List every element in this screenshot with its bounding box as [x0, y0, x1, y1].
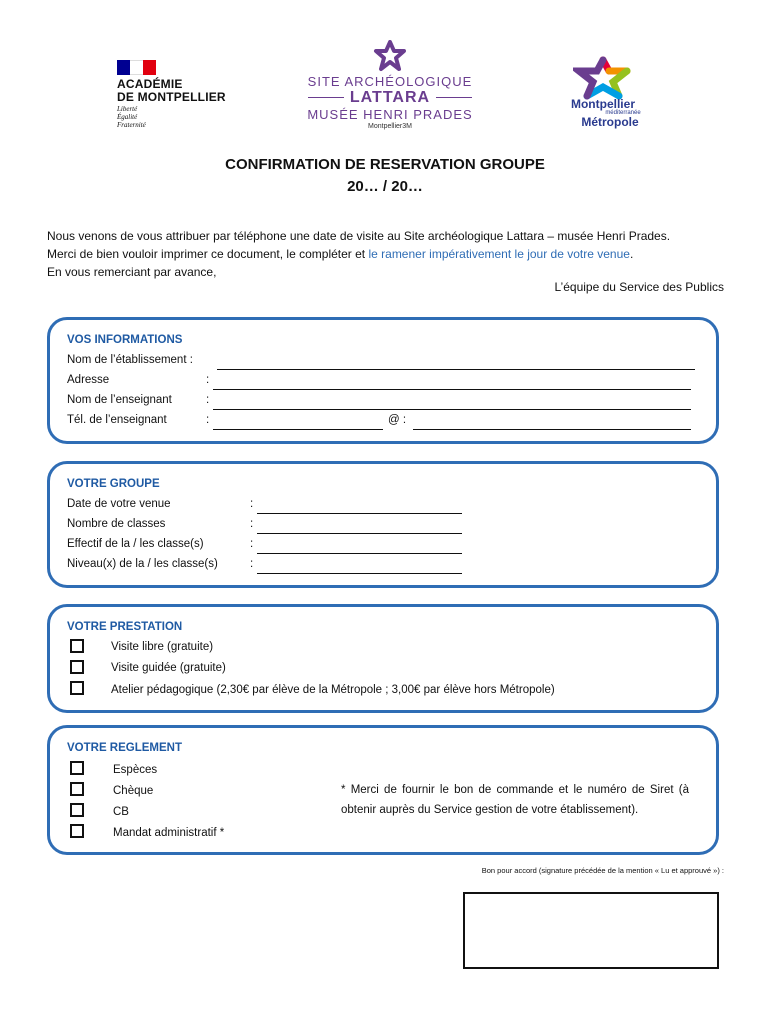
- colon: :: [206, 394, 210, 406]
- section-title-prestation: VOTRE PRESTATION: [67, 621, 183, 633]
- title-line1: CONFIRMATION DE RESERVATION GROUPE: [225, 156, 545, 173]
- field-label: Nom de l’enseignant: [67, 394, 172, 406]
- email-at-label: @ :: [388, 414, 407, 426]
- niveau-line[interactable]: [257, 573, 462, 574]
- option-cb: CB: [113, 806, 129, 818]
- option-visite-guidee: Visite guidée (gratuite): [111, 662, 226, 674]
- field-effectif: Effectif de la / les classe(s): [67, 538, 204, 550]
- intro-text: [47, 227, 727, 281]
- title-year: 20… / 20…: [347, 178, 423, 195]
- metropole-line2: méditerranée: [605, 110, 641, 116]
- field-label: Adresse: [67, 374, 110, 386]
- intro-line2-start: Merci de bien vouloir imprimer ce document, le compléter et: [47, 247, 369, 261]
- motto-liberte: Liberté: [117, 105, 138, 113]
- lattara-line1: SITE ARCHÉOLOGIQUE: [307, 74, 473, 89]
- motto-egalite: Égalité: [117, 113, 138, 121]
- academie-name-line1: ACADÉMIE: [117, 77, 183, 91]
- field-nombre-classes: Nombre de classes: [67, 518, 166, 530]
- etablissement-line[interactable]: [217, 369, 695, 370]
- document-title: [0, 154, 770, 198]
- intro-line3: En vous remerciant par avance,: [47, 265, 217, 279]
- field-date-venue: Date de votre venue: [67, 498, 171, 510]
- lattara-star-icon: [373, 40, 407, 72]
- field-etablissement: [67, 354, 193, 366]
- field-adresse: [67, 374, 109, 386]
- option-mandat: Mandat administratif *: [113, 827, 225, 839]
- french-flag-icon: [117, 60, 156, 75]
- option-especes: Espèces: [113, 764, 158, 776]
- field-label: Tél. de l’enseignant: [67, 414, 167, 426]
- option-atelier: Atelier pédagogique (2,30€ par élève de la Métropole ; 3,00€ par élève hors Métropole): [111, 684, 555, 696]
- reglement-note: * Merci de fournir le bon de commande et le numéro de Siret (à obtenir auprès du Service gestion de votre établissement).: [341, 784, 689, 816]
- email-line[interactable]: [413, 429, 691, 430]
- motto-fraternite: Fraternité: [117, 121, 146, 129]
- checkbox-atelier[interactable]: [70, 681, 84, 695]
- lattara-logo: [290, 40, 490, 130]
- lattara-line4: Montpellier3M: [368, 123, 412, 130]
- metropole-line3: Métropole: [581, 115, 639, 129]
- section-prestation: [47, 604, 719, 713]
- intro-line1: Nous venons de vous attribuer par téléphone une date de visite au Site archéologique Lattara – musée Henri Prades.: [47, 229, 671, 243]
- checkbox-mandat[interactable]: [70, 824, 84, 838]
- colon: :: [206, 414, 210, 426]
- colon: :: [250, 498, 254, 510]
- section-title-informations: VOS INFORMATIONS: [67, 334, 183, 346]
- accord-label: Bon pour accord (signature précédée de la mention « Lu et approuvé ») :: [481, 866, 724, 875]
- intro-line2-end: .: [629, 247, 634, 261]
- field-enseignant: [67, 394, 172, 406]
- intro-line2: [47, 245, 727, 263]
- section-informations: [47, 317, 719, 444]
- field-telephone: [67, 414, 167, 426]
- option-visite-libre: Visite libre (gratuite): [111, 641, 214, 653]
- colon: :: [250, 538, 254, 550]
- nombre-classes-line[interactable]: [257, 533, 462, 534]
- checkbox-especes[interactable]: [70, 761, 84, 775]
- checkbox-visite-guidee[interactable]: [70, 660, 84, 674]
- checkbox-cb[interactable]: [70, 803, 84, 817]
- metropole-logo: [548, 56, 658, 128]
- option-cheque: Chèque: [113, 785, 154, 797]
- metropole-star-icon: [573, 56, 633, 100]
- intro-signature: L’équipe du Service des Publics: [554, 280, 724, 294]
- lattara-line3: MUSÉE HENRI PRADES: [307, 107, 473, 122]
- metropole-line1: Montpellier: [570, 97, 635, 111]
- intro-highlight: le ramener impérativement le jour de votre venue: [368, 247, 630, 261]
- section-reglement: [47, 725, 719, 855]
- colon: :: [250, 518, 254, 530]
- telephone-line[interactable]: [213, 429, 383, 430]
- colon: :: [250, 558, 254, 570]
- section-groupe: [47, 461, 719, 588]
- academie-name-line2: DE MONTPELLIER: [117, 90, 226, 104]
- academie-motto: [117, 105, 146, 129]
- section-title-groupe: VOTRE GROUPE: [67, 478, 160, 490]
- effectif-line[interactable]: [257, 553, 462, 554]
- field-label: Nom de l’établissement :: [67, 354, 193, 366]
- date-venue-line[interactable]: [257, 513, 462, 514]
- lattara-line2: LATTARA: [290, 89, 490, 107]
- checkbox-visite-libre[interactable]: [70, 639, 84, 653]
- enseignant-line[interactable]: [213, 409, 691, 410]
- academie-logo-text: [117, 78, 226, 104]
- signature-box[interactable]: [463, 892, 719, 969]
- colon: :: [206, 374, 210, 386]
- section-title-reglement: VOTRE REGLEMENT: [67, 742, 183, 754]
- adresse-line[interactable]: [213, 389, 691, 390]
- checkbox-cheque[interactable]: [70, 782, 84, 796]
- field-niveau: Niveau(x) de la / les classe(s): [67, 558, 218, 570]
